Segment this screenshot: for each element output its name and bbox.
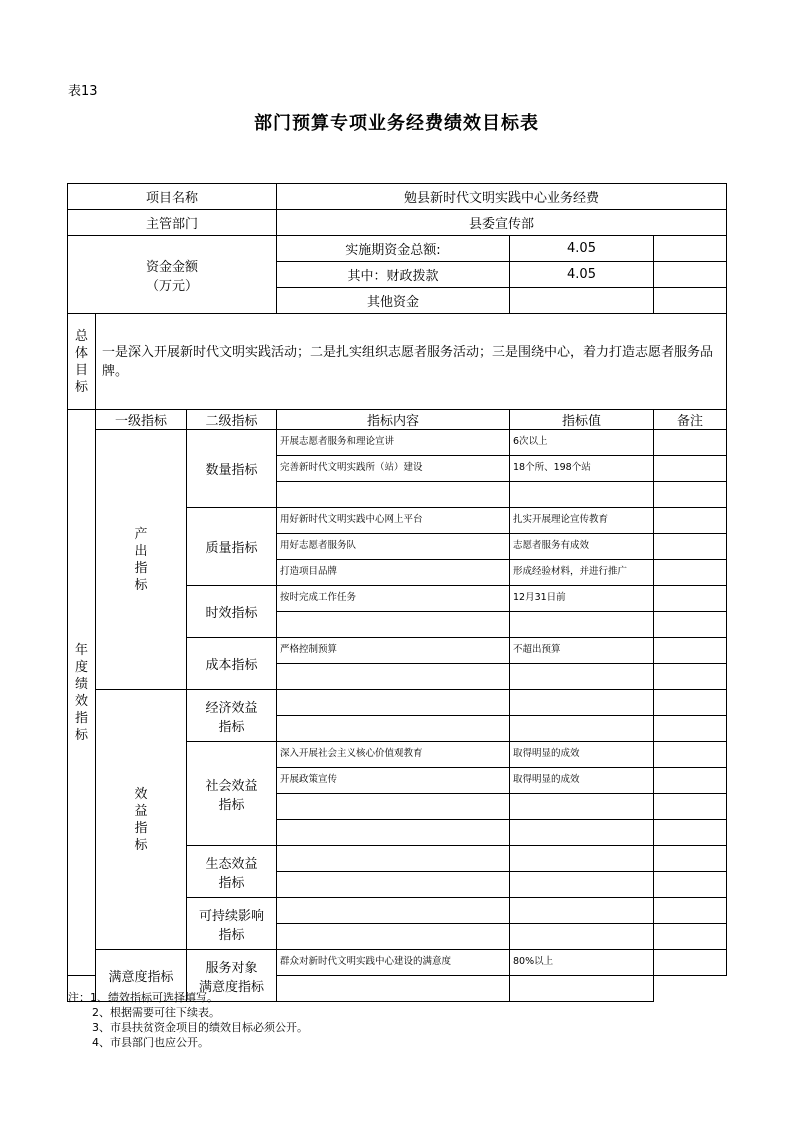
indicator-value	[510, 664, 654, 690]
indicator-content: 严格控制预算	[277, 638, 510, 664]
table-row	[68, 950, 727, 976]
quality-indicator-label: 质量指标	[187, 508, 277, 586]
header-remark: 备注	[654, 410, 727, 430]
footnotes	[68, 990, 308, 1050]
indicator-content: 开展政策宣传	[277, 768, 510, 794]
ecological-indicator-label: 生态效益 指标	[187, 846, 277, 898]
indicator-content	[277, 924, 510, 950]
indicator-content: 完善新时代文明实践所（站）建设	[277, 456, 510, 482]
header-value: 指标值	[510, 410, 654, 430]
funds-other-blank	[654, 288, 727, 314]
table-row	[68, 430, 727, 456]
indicator-content: 打造项目品牌	[277, 560, 510, 586]
indicator-content: 深入开展社会主义核心价值观教育	[277, 742, 510, 768]
annual-indicator-label: 年 度 绩 效 指 标	[68, 410, 96, 976]
indicator-remark	[654, 612, 727, 638]
table-number: 表13	[68, 84, 98, 99]
department-row	[68, 210, 727, 236]
funds-other-value	[510, 288, 654, 314]
indicator-remark	[654, 898, 727, 924]
indicator-content	[277, 612, 510, 638]
indicator-remark	[654, 924, 727, 950]
indicator-value	[510, 690, 654, 716]
cost-indicator-label: 成本指标	[187, 638, 277, 690]
indicator-value	[510, 924, 654, 950]
service-satisfaction-label: 服务对象 满意度指标	[187, 950, 277, 1002]
header-level2: 二级指标	[187, 410, 277, 430]
indicator-content: 用好志愿者服务队	[277, 534, 510, 560]
department-label: 主管部门	[68, 210, 277, 236]
indicator-value: 形成经验材料，并进行推广	[510, 560, 654, 586]
funds-fiscal-value: 4.05	[510, 262, 654, 288]
indicator-value	[510, 820, 654, 846]
indicator-value: 12月31日前	[510, 586, 654, 612]
indicator-remark	[654, 638, 727, 664]
project-name-row	[68, 184, 727, 210]
note-item: 4、市县部门也应公开。	[92, 1036, 209, 1049]
indicator-content	[277, 820, 510, 846]
funds-fiscal-label: 其中：财政拨款	[277, 262, 510, 288]
indicator-remark	[654, 482, 727, 508]
indicator-content: 群众对新时代文明实践中心建设的满意度	[277, 950, 510, 976]
table-row	[68, 690, 727, 716]
indicator-remark	[654, 586, 727, 612]
indicator-remark	[654, 456, 727, 482]
indicator-value	[510, 898, 654, 924]
indicator-remark	[654, 690, 727, 716]
indicator-content	[277, 482, 510, 508]
overall-target-label: 总 体 目 标	[68, 314, 96, 410]
indicator-remark	[654, 950, 727, 976]
indicator-value	[510, 794, 654, 820]
output-indicator-label: 产 出 指 标	[96, 430, 187, 690]
indicator-value: 80%以上	[510, 950, 654, 976]
indicator-value: 志愿者服务有成效	[510, 534, 654, 560]
indicator-header-row	[68, 410, 727, 430]
indicator-content: 用好新时代文明实践中心网上平台	[277, 508, 510, 534]
indicator-value: 6次以上	[510, 430, 654, 456]
indicator-remark	[654, 508, 727, 534]
overall-target-text: 一是深入开展新时代文明实践活动；二是扎实组织志愿者服务活动；三是围绕中心，着力打造志愿者服务品牌。	[96, 314, 727, 410]
indicator-remark	[654, 742, 727, 768]
page-title: 部门预算专项业务经费绩效目标表	[254, 113, 539, 134]
indicator-content	[277, 794, 510, 820]
indicator-remark	[654, 768, 727, 794]
indicator-value	[510, 872, 654, 898]
funds-total-value: 4.05	[510, 236, 654, 262]
indicator-remark	[654, 430, 727, 456]
indicator-remark	[654, 820, 727, 846]
economic-indicator-label: 经济效益 指标	[187, 690, 277, 742]
indicator-value	[510, 482, 654, 508]
indicator-value	[510, 846, 654, 872]
indicator-content	[277, 664, 510, 690]
indicator-value: 取得明显的成效	[510, 768, 654, 794]
indicator-remark	[654, 872, 727, 898]
indicator-value	[510, 612, 654, 638]
indicator-content	[277, 690, 510, 716]
indicator-value	[277, 976, 510, 1002]
indicator-remark	[654, 534, 727, 560]
satisfaction-indicator-label: 满意度指标	[96, 950, 187, 1002]
indicator-value: 不超出预算	[510, 638, 654, 664]
funds-unit: （万元）	[145, 278, 198, 294]
indicator-content: 按时完成工作任务	[277, 586, 510, 612]
project-name-value: 勉县新时代文明实践中心业务经费	[277, 184, 727, 210]
project-name-label: 项目名称	[68, 184, 277, 210]
funds-label-cell	[68, 236, 277, 314]
funds-total-label: 实施期资金总额:	[277, 236, 510, 262]
header-content: 指标内容	[277, 410, 510, 430]
indicator-content	[277, 716, 510, 742]
indicator-remark	[654, 846, 727, 872]
funds-other-label: 其他资金	[277, 288, 510, 314]
note-item: 1、绩效指标可选择填写。	[90, 991, 218, 1004]
indicator-remark	[510, 976, 654, 1002]
social-indicator-label: 社会效益 指标	[187, 742, 277, 846]
note-item: 2、根据需要可往下续表。	[92, 1006, 220, 1019]
header-level1: 一级指标	[96, 410, 187, 430]
funds-fiscal-blank	[654, 262, 727, 288]
indicator-remark	[654, 794, 727, 820]
timeliness-indicator-label: 时效指标	[187, 586, 277, 638]
department-value: 县委宣传部	[277, 210, 727, 236]
indicator-content: 开展志愿者服务和理论宣讲	[277, 430, 510, 456]
indicator-content	[277, 846, 510, 872]
indicator-remark	[654, 560, 727, 586]
indicator-value: 扎实开展理论宣传教育	[510, 508, 654, 534]
benefit-indicator-label: 效 益 指 标	[96, 690, 187, 950]
funds-total-blank	[654, 236, 727, 262]
quantity-indicator-label: 数量指标	[187, 430, 277, 508]
performance-target-table	[67, 183, 727, 1002]
indicator-content	[277, 898, 510, 924]
notes-lead: 注：	[68, 991, 90, 1004]
note-item: 3、市县扶贫资金项目的绩效目标必须公开。	[92, 1021, 308, 1034]
overall-target-row	[68, 314, 727, 410]
indicator-remark	[654, 716, 727, 742]
indicator-remark	[654, 664, 727, 690]
funds-total-row	[68, 236, 727, 262]
indicator-value: 18个所、198个站	[510, 456, 654, 482]
indicator-value: 取得明显的成效	[510, 742, 654, 768]
indicator-value	[510, 716, 654, 742]
sustainable-indicator-label: 可持续影响 指标	[187, 898, 277, 950]
indicator-content	[277, 872, 510, 898]
funds-label: 资金金额	[145, 259, 198, 275]
